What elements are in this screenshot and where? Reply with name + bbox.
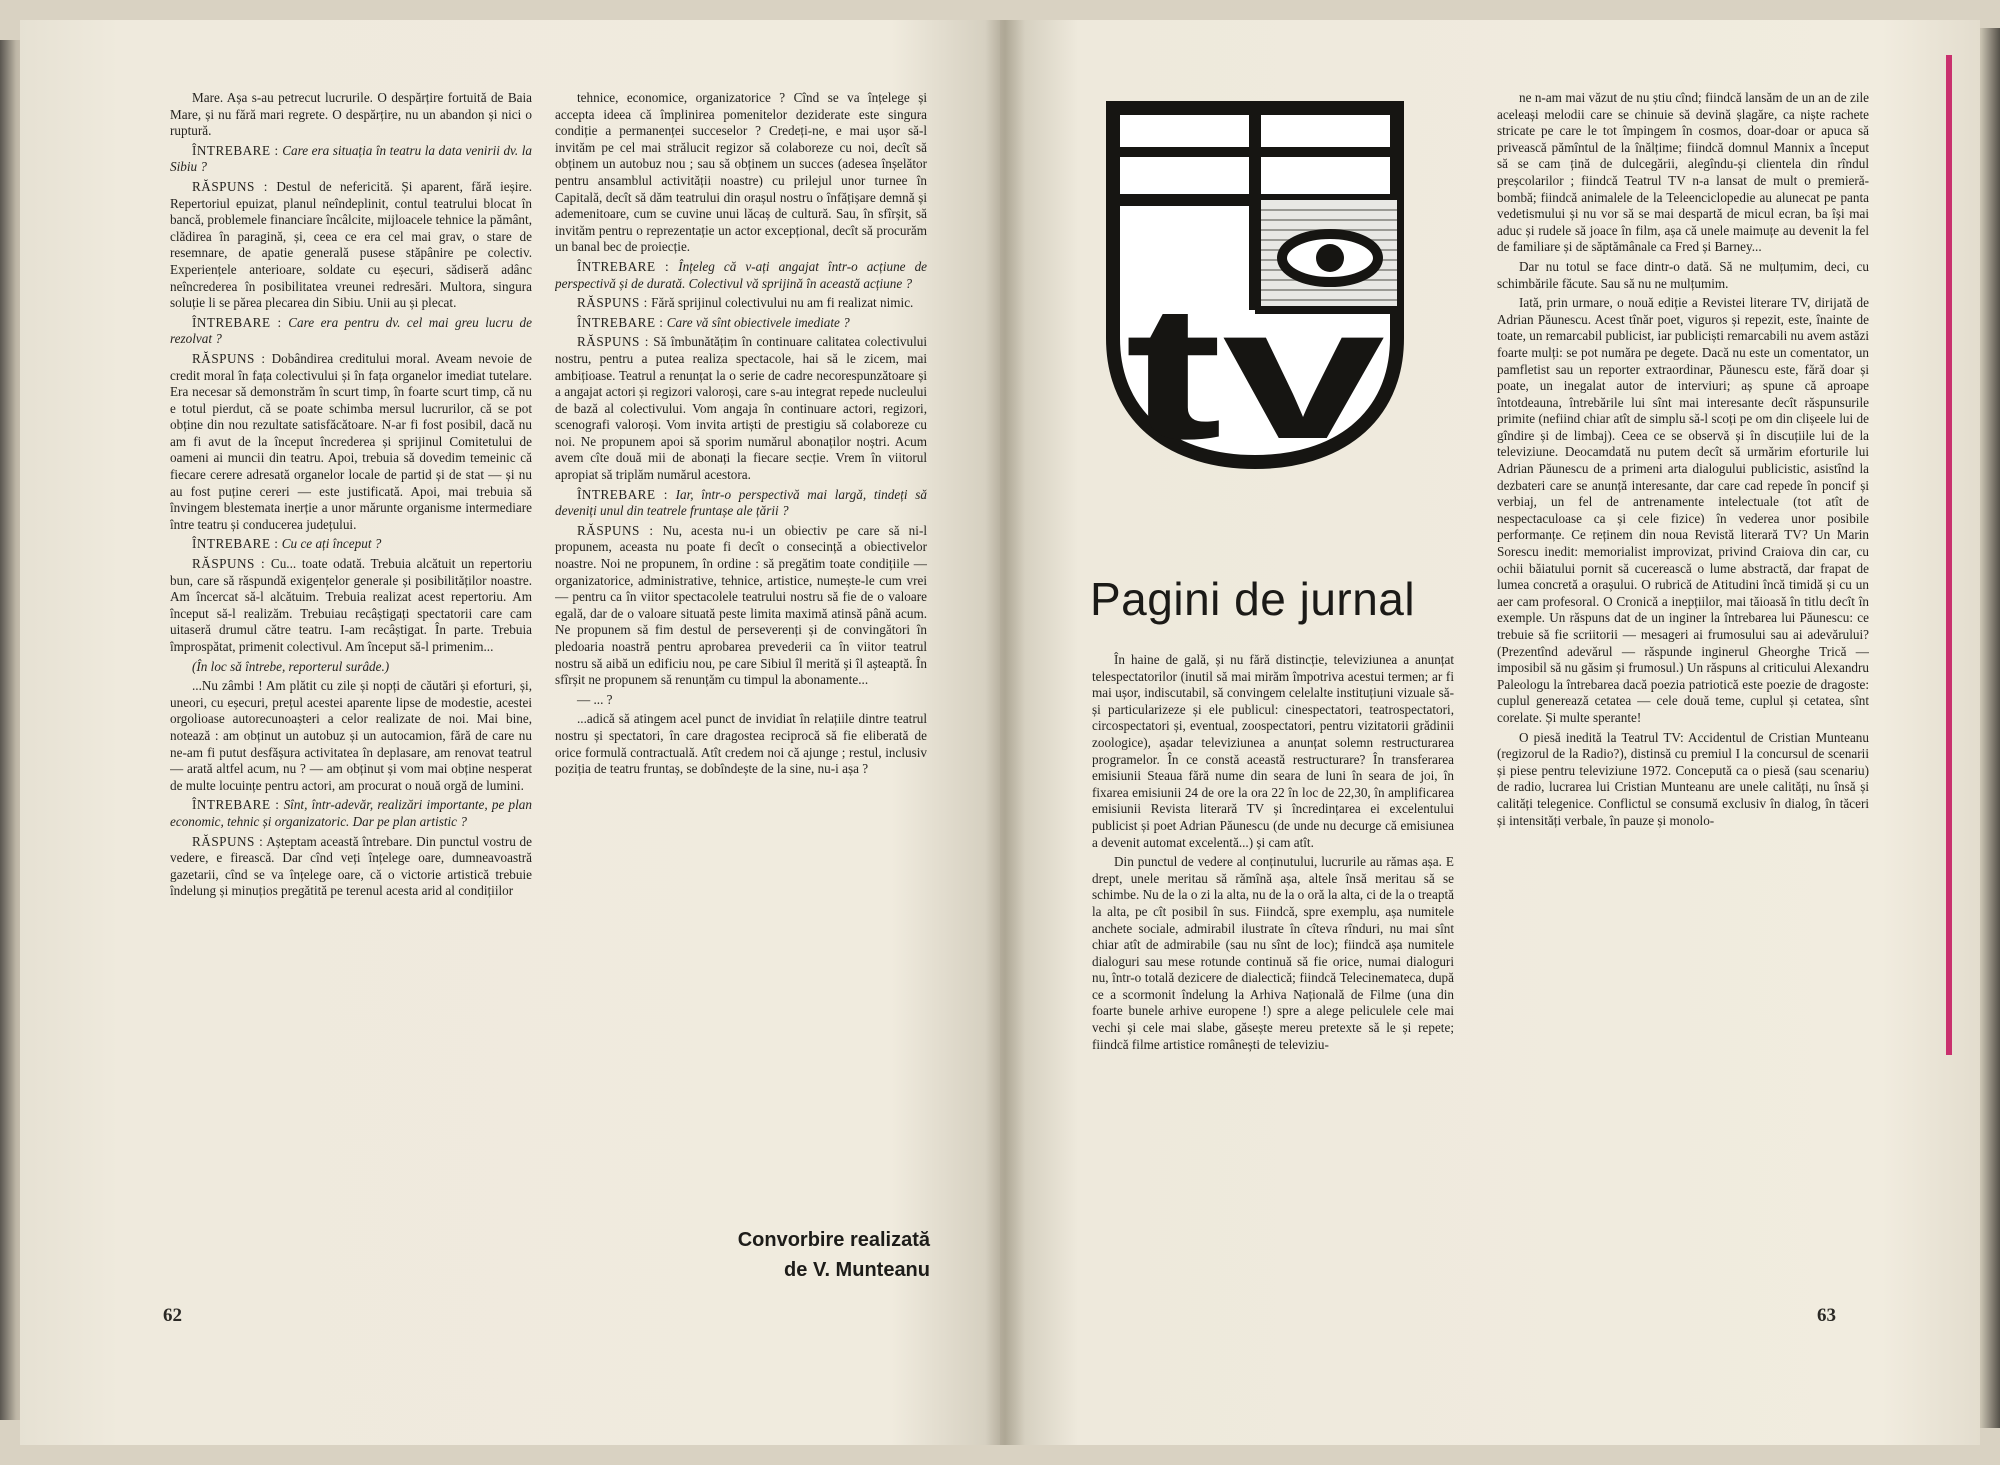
paragraph <box>170 143 532 176</box>
answer-label: RĂSPUNS : <box>192 178 268 194</box>
signature-line-2: de V. Munteanu <box>784 1259 930 1281</box>
paragraph <box>555 692 927 709</box>
paragraph <box>1497 259 1869 292</box>
paragraph-text: ...adică să atingem acel punct de invidiat în relațiile dintre teatrul nostru și spectatori, în care dragostea reciprocă să fie eliberată de orice formulă contractuală. Atît credem noi că ajunge ; restul, inclusiv poziția de teatru fruntaș, se dobîndește de la sine, nu-i așa ? <box>555 711 927 777</box>
paragraph-text: Iată, prin urmare, o nouă ediție a Revistei literare TV, dirijată de Adrian Păunescu. Acest tînăr poet, viguros și repezit, este, înainte de toate, un remarcabil publicist, iar publiciști remarcabili nu avem astăzi foarte mulți: se pot număra pe degete. Dacă nu este un comentator, un pamfletist sau un reporter extraordinar, Păunescu este, fără doar și poate, un inegalat autor de interviuri; aș spune că aproape întotdeauna, întrebările lui sînt mai interesante decît răspunsurile primite (nefiind chiar atît de simplu să-l scoți pe om din clișeele lui de gîndire și de limbaj). Ceea ce se observă și în discuțiile lui de la televiziune. Deocamdată nu putem decît să urmărim eforturile lui Adrian Păunescu de a primeni arta dialogului publicistic, asistînd la dezbateri care se anunță interesante, dar care cad repede în poncif și verbiaj, un fel de antrenamente intelectuale (tot atît de nespectaculoase ca și cele fizice) în vederea unor posibile performanțe. Ce reținem din noua Revistă literară TV? Un Marin Sorescu inedit: memorialist improvizat, privind Craiova din car, cu ochii băiatului pornit să cucerească o lume abstractă, dar frapat de lumea concretă a orașului. O rubrică de Atitudini încă timidă și cu un aer cam profesoral. O Cronică a inepțiilor, mai tăioasă în titlu decît în exemple. Un răspuns dat de un inginer la întrebarea lui Păunescu: ce trebuie să fie scriitorii — mesageri ai frumosului sau ai adevărului? (Prezentînd adevărul — răspunde inginerul Gheorghe Trică — imposibil să nu găsim și frumosul.) Un răspuns al criticului Alexandru Paleologu la întrebarea dacă poezia patriotică este poezie de dragoste: cuplul generează cetatea — cele două teme, cuplul și cetatea, sînt corelate. Și multe sperante! <box>1497 295 1869 725</box>
paragraph-text: Cu ce ați început ? <box>281 536 382 552</box>
left-page-column-2 <box>555 90 927 1190</box>
answer-label: RĂSPUNS : <box>192 556 266 572</box>
binding-strip <box>1946 55 1952 1055</box>
paragraph-text: ne n-am mai văzut de nu știu cînd; fiindcă lansăm de un an de zile aceleași melodii care se chinuie să devină șlagăre, ca niște rachete stricate pe care le tot împingem în cosmos, doar-doar or apuca să privească pămîntul de la înălțime; fiindcă domnul Mannix a început să se cam țină de dulcegării, alegîndu-și clientela din rîndul preșcolarilor ; fiindcă Teatrul TV n-a lansat de mult o premieră-bombă; fiindcă animalele de la Teleenciclopedie au alunecat pe panta vedetismului și nu vor să se mai despartă de micul ecran, ba își mai aduc și rudele să joace în film, așa că unele maimuțe au devenit la fel de familiare și de săptămânale ca Fred și Barney... <box>1497 90 1869 255</box>
paragraph <box>555 334 927 483</box>
paragraph-text: — ... ? <box>577 691 613 707</box>
paragraph-text: Care era situația în teatru la data venirii dv. la Sibiu ? <box>170 142 532 175</box>
paragraph <box>1497 730 1869 830</box>
paragraph <box>170 659 532 676</box>
article-heading: Pagini de jurnal <box>1090 573 1416 625</box>
paragraph-text: În haine de gală, și nu fără distincție, televiziunea a anunțat telespectatorilor (inutil să mai mirăm împotriva acestui termen; ar fi mai ușor, indiscutabil, să convingem celelalte instituțiuni vizuale să-și particularizeze și ele publicul: cinespectatori, teatrospectatori, circospectatori și, eventual, zoospectatori, pentru vizitatorii grădinii zoologice), așadar televiziunea a anunțat solemn restructurarea programelor. În ce constă această restructurare? În transferarea emisiunii Steaua fără nume din seara de luni în seara de joi, în fixarea emisiunii 24 de ore la ora 22 în loc de 22,30, în amplificarea emisiunii Revista literară TV și încredințarea ei excelentului publicist și poet Adrian Păunescu (de unde nu decurge că emisiunea a devenit automat excelentă...) și cam atît. <box>1092 652 1454 850</box>
paragraph <box>555 711 927 777</box>
paragraph <box>1497 90 1869 256</box>
paragraph <box>170 351 532 534</box>
paragraph-text: tehnice, economice, organizatorice ? Cînd se va înțelege și accepta ideea că împlinirea pomenitelor deziderate este singura condiție a permanenței succeselor ? Credeți-ne, e mai ușor să-l invităm pe cel mai strălucit regizor să colaboreze cu noi, decît să obținem un autobuz nou ; sau să obținem un succes (adesea înșelător pentru ansamblul activității noastre) cu prilejul unor turnee în Capitală, decît să dăm teatrului din orașul nostru o înfățișare demnă și ademenitoare, cum se cuvine unui lăcaș de cultură. Sau, în sfîrșit, să invităm pentru o reprezentație un actor excepțional, decît să procurăm un banal bec de proiecție. <box>555 90 927 255</box>
paragraph <box>170 90 532 140</box>
paragraph-text: O piesă inedită la Teatrul TV: Accidentul de Cristian Munteanu (regizorul de la Radio?), distinsă cu premiul I la concursul de scenarii și piese pentru televiziune 1972. Concepută ca o piesă (sau scenariu) de radio, lucrarea lui Cristian Munteanu are unele calități, nu însă și calități telegenice. Conflictul se consumă exclusiv în dialog, în tăceri și intensități verbale, în pauze și monolo- <box>1497 729 1869 828</box>
question-label: ÎNTREBARE : <box>192 536 279 552</box>
question-label: ÎNTREBARE : <box>577 258 670 274</box>
answer-label: RĂSPUNS : <box>192 833 264 849</box>
interview-signature <box>650 1225 930 1285</box>
paragraph-text: (În loc să întrebe, reporterul surâde.) <box>192 658 390 674</box>
answer-label: RĂSPUNS : <box>577 334 649 350</box>
question-label: ÎNTREBARE : <box>577 314 664 330</box>
paragraph-text: Cu... toate odată. Trebuia alcătuit un repertoriu bun, care să răspundă exigențelor generale și posibilităților noastre. Am încercat să-l alcătuim. Trebuia realizat acest repertoriu. Am început să-l realizăm. Trebuiau recâștigați spectatorii care cam uitaseră drumul către teatru. I-am recâștigat. În parte. Trebuia împrospătat, primenit colectivul. Am început să-l primenim... <box>170 556 532 654</box>
paragraph-text: Care vă sînt obiectivele imediate ? <box>666 314 850 330</box>
right-page-column-2 <box>1497 90 1869 1290</box>
question-label: ÎNTREBARE : <box>192 314 282 330</box>
paragraph <box>170 834 532 900</box>
paragraph-text: Destul de nefericită. Și aparent, fără ieșire. Repertoriul epuizat, planul neîndeplinit, contul teatrului blocat în bancă, problemele financiare încâlcite, mijloacele tehnice la pământ, clădirea în paragină, și, ceea ce era cel mai grav, o stare de resemnare, de apatie generală pusese stăpânire pe colectiv. Experiențele anterioare, soldate cu eșecuri, sădiseră adânc neîncrederea în posibilitatea vreunei redresări. Multora, singura soluție li se părea plecarea din Sibiu. Unii au și plecat. <box>170 178 532 311</box>
paragraph-text: Înțeleg că v-ați angajat într-o acțiune de perspectivă și de durată. Colectivul vă sprijină în această acțiune ? <box>555 258 927 291</box>
paragraph <box>170 536 532 553</box>
paragraph <box>170 179 532 312</box>
paragraph <box>555 487 927 520</box>
left-page-column-1 <box>170 90 532 1280</box>
paragraph-text: Dobândirea creditului moral. Aveam nevoie de credit moral în fața colectivului și în fața organelor imediat tutelare. Era necesar să demonstrăm în scurt timp, în foarte scurt timp, că nu e totul pierdut, că se poate schimba mersul lucrurilor, că se pot obține din nou rezultate satisfăcătoare. N-ar fi fost posibil, dacă nu am fi avut de la început încrederea și sprijinul Comitetului de oameni ai muncii din teatru. Apoi, trebuia să dovedim temeinic că fiecare cerere adresată organelor locale de partid și de stat — și nu au fost puține cereri — este justificată. Apoi, mai trebuia să învingem blestemata inerție a unor mărunte organisme intermediare între teatru și conducerea județului. <box>170 350 532 532</box>
signature-line-1: Convorbire realizată <box>737 1229 930 1251</box>
page-number-left: 62 <box>163 1305 182 1326</box>
paragraph-text: Nu, acesta nu-i un obiectiv pe care să ni-l propunem, aceasta nu poate fi decît o consecință a obiectivelor noastre. Noi ne propunem, în ordine : să pregătim toate condițiile — organizatorice, administrative, tehnice, artistice, numește-le cum vrei — pentru ca în viitor spectacolele teatrului nostru să fie de o valoare egală, dar de o valoare situată peste limita maximă atinsă până acum. Ne propunem să fim destul de perseverenți și de convingători în pledoaria noastră pentru aprobarea prevederii ca în viitor teatrul nostru să aibă un edificiu nou, pe care Sibiul îl merită și îl așteaptă. În sfîrșit ne propunem să renunțăm cu timpul la abonamente... <box>555 522 927 688</box>
paragraph-text: Sînt, într-adevăr, realizări importante, pe plan economic, tehnic și organizatoric. Dar pe plan artistic ? <box>170 797 532 829</box>
paragraph <box>170 797 532 830</box>
page-number-right: 63 <box>1817 1305 1836 1326</box>
paragraph-text: Mare. Așa s-au petrecut lucrurile. O despărțire fortuită de Baia Mare, și nu fără mari regrete. O despărțire, nu un abandon și nici o ruptură. <box>170 90 532 139</box>
paragraph <box>1497 295 1869 726</box>
right-page-column-1 <box>1092 652 1454 1292</box>
paragraph-text: Din punctul de vedere al conținutului, lucrurile au rămas așa. E drept, unele meritau să rămînă așa, altele însă meritau să se schimbe. Nu de la o zi la alta, nu de la o oră la alta, ci de la o treaptă la alta, pe cît posibil în sus. Fiindcă, spre exemplu, așa numitele anchete sociale, admirabil ilustrate în cîteva rînduri, nu mai sînt chiar atît de admirabile (sau nu sînt de loc); fiindcă așa numitele dialoguri sau mese rotunde continuă să fie orice, numai dialoguri nu, într-o totală dezicere de dialectică; fiindcă Telecinemateca, după ce a scormonit îndelung la Arhiva Națională de Filme (una din foarte bunele arhive europene !) spre a alege peliculele cele mai vechi și cele mai slabe, găsește mereu pretexte să le și repete; fiindcă filme artistice românești de televiziu- <box>1092 854 1454 1052</box>
paragraph <box>555 90 927 256</box>
paragraph <box>1092 854 1454 1053</box>
tv-logo <box>1105 100 1405 470</box>
book-gutter <box>985 20 1025 1445</box>
question-label: ÎNTREBARE : <box>192 797 280 813</box>
question-label: ÎNTREBARE : <box>192 142 279 158</box>
paragraph-text: Așteptam această întrebare. Din punctul vostru de vedere, e firească. Dar cînd veți înțelege oare, dumneavoastră gazetarii, cînd se va înțelege oare, că o victorie artistică trebuie îndelung și minuțios pregătită pe terenul acesta arid al condițiilor <box>170 833 532 899</box>
tv-logo-graphic <box>1105 100 1405 470</box>
tv-logo-text: tv <box>1125 267 1385 470</box>
paragraph-text: Iar, într-o perspectivă mai largă, tindeți să deveniți unul din teatrele fruntașe ale țării ? <box>555 486 927 519</box>
paragraph <box>170 315 532 348</box>
paragraph <box>555 259 927 292</box>
paragraph <box>1092 652 1454 851</box>
paragraph-text: Fără sprijinul colectivului nu am fi realizat nimic. <box>651 295 914 311</box>
paragraph <box>170 556 532 656</box>
question-label: ÎNTREBARE : <box>577 486 668 502</box>
answer-label: RĂSPUNS : <box>577 522 654 538</box>
paragraph <box>555 295 927 312</box>
answer-label: RĂSPUNS : <box>192 350 266 366</box>
paragraph-text: ...Nu zâmbi ! Am plătit cu zile și nopți de căutări și eforturi, și, uneori, cu eșecuri, prețul acestei aparente lipse de modestie, acestei orgolioase autorecunoașteri a celor realizate de noi. Mai bine, notează : am obținut un autobuz și un autocamion, fără de care nu ne-am fi putut desfășura activitatea în deplasare, am renovat teatrul — arată altfel acum, nu ? — am obținut și vom mai obține nesperat de multe locuințe pentru actori, am procurat o nouă orgă de lumini. <box>170 678 532 793</box>
paragraph-text: Care era pentru dv. cel mai greu lucru de rezolvat ? <box>170 314 532 347</box>
answer-label: RĂSPUNS : <box>577 295 648 311</box>
paragraph-text: Dar nu totul se face dintr-o dată. Să ne mulțumim, deci, cu schimbările făcute. Sau să nu ne mulțumim. <box>1497 258 1869 291</box>
paragraph <box>555 523 927 689</box>
paragraph <box>555 315 927 332</box>
paragraph-text: Să îmbunătățim în continuare calitatea colectivului nostru, pentru a putea realiza spectacole, hai să le zicem, mai ambițioase. Teatrul a renunțat la o serie de cadre necorespunzătoare și a angajat actori și regizori valoroși, care s-au integrat repede nucleului de bază al colectivului. Vom angaja în continuare actori, regizori, scenografi valoroși. Vom invita artiști de prestigiu să colaboreze cu noi. Ne propunem apoi să sporim numărul abonaților noștri. Acum avem cîte două mii de abonați la fiecare secție. Vrem în viitorul apropiat să triplăm numărul acestora. <box>555 334 927 483</box>
paragraph <box>170 678 532 794</box>
